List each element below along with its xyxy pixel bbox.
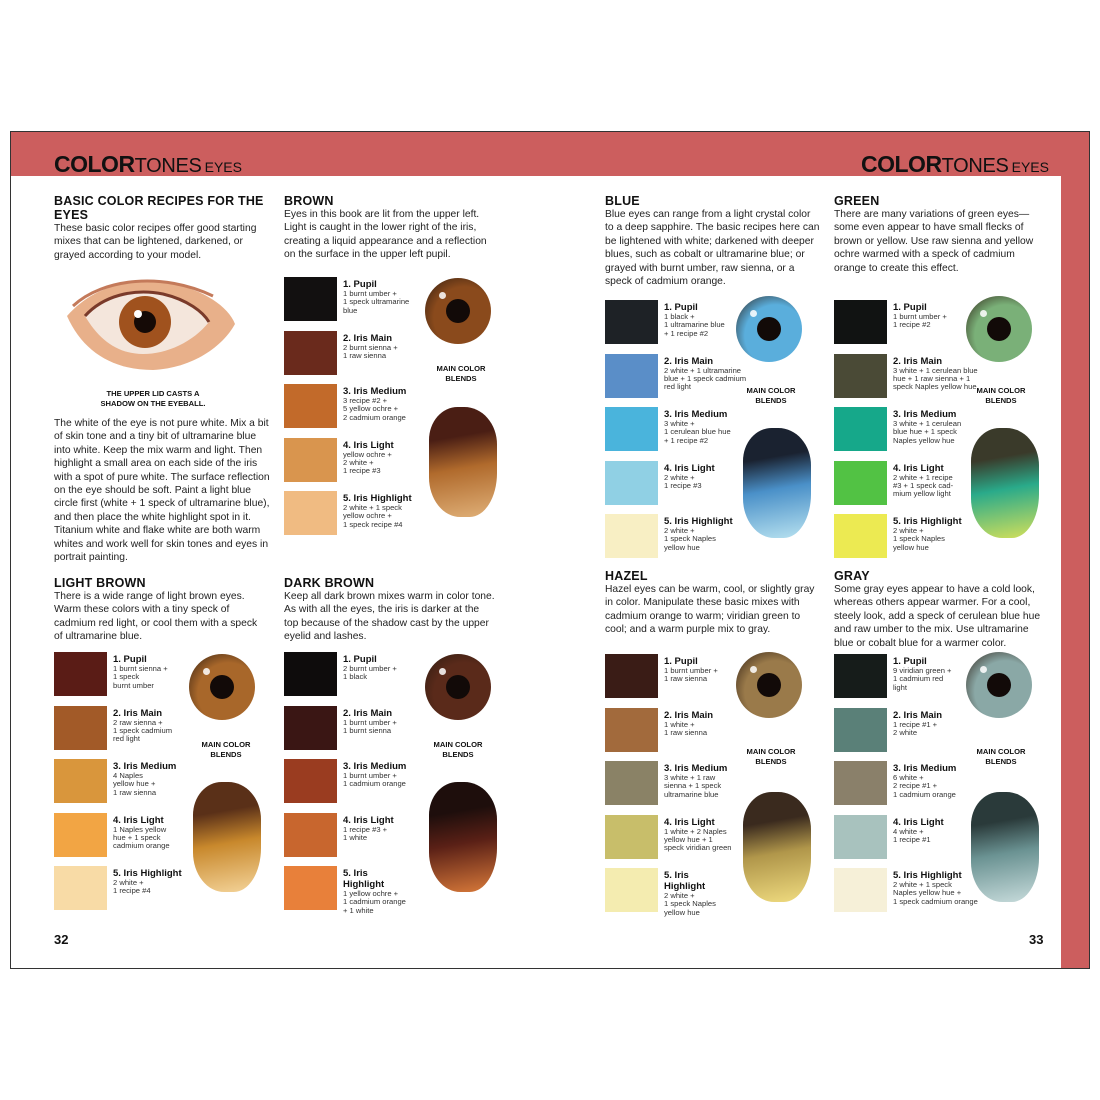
gray-recipe-label <box>893 710 988 738</box>
brown-recipe-label <box>343 333 438 361</box>
green-color-swatch <box>834 300 887 344</box>
recipe-mix: 2 white + 1 speck Naples yellow hue <box>664 891 716 917</box>
recipe-mix: 3 white + 1 cerulean blue hue + 1 speck Naples yellow hue <box>893 419 962 445</box>
recipe-mix: 2 raw sienna + 1 speck cadmium red light <box>113 717 173 744</box>
gray-paint-blend <box>971 792 1039 902</box>
gray-main-blends-label: MAIN COLOR BLENDS <box>976 747 1026 766</box>
recipe-title: 3. Iris Medium <box>343 386 407 397</box>
recipe-mix: 1 black + 1 ultramarine blue + 1 recipe #2 <box>664 312 725 338</box>
recipe-title: 5. Iris Highlight <box>113 868 182 879</box>
green-main-blends-label: MAIN COLOR BLENDS <box>976 386 1026 405</box>
brown-main-blends-label: MAIN COLOR BLENDS <box>436 364 486 383</box>
recipe-title: 4. Iris Light <box>343 814 394 826</box>
hazel-color-swatch <box>605 654 658 698</box>
gray-color-swatch <box>834 868 887 912</box>
gray-color-swatch <box>834 761 887 805</box>
recipe-mix: 1 Naples yellow hue + 1 speck cadmium orange <box>113 824 170 851</box>
dark-brown-paint-blend <box>429 782 497 892</box>
recipe-title: 1. Pupil <box>113 654 147 665</box>
recipe-title: 4. Iris Light <box>664 816 715 828</box>
recipe-mix: 1 recipe #1 + 2 white <box>893 719 938 737</box>
recipe-mix: 1 burnt sienna + 1 speck burnt umber <box>113 664 168 690</box>
book-spread <box>10 131 1090 969</box>
hazel-recipe-label <box>664 710 759 738</box>
recipe-title: 5. Iris Highlight <box>343 493 412 504</box>
hazel-description: Hazel eyes can be warm, cool, or slightly gray in color. Manipulate these basic mixes with cadmium orange to warm; viridian green to cool; and a warm purple mix to gray. <box>605 584 815 636</box>
eye-highlight <box>439 668 446 675</box>
recipe-title: 5. Iris Highlight <box>893 870 962 881</box>
recipe-mix: 1 white + 1 raw sienna <box>664 719 708 737</box>
blue-eye-sample <box>736 296 802 362</box>
light-brown-color-swatch <box>54 866 107 910</box>
recipe-mix: 2 white + 1 speck yellow ochre + 1 speck recipe #4 <box>343 503 403 529</box>
eye-illustration <box>63 276 238 372</box>
recipe-mix: 1 burnt umber + 1 burnt sienna <box>343 717 397 735</box>
recipe-title: 1. Pupil <box>893 302 927 313</box>
green-recipe-label <box>893 516 988 552</box>
green-heading: GREEN <box>834 194 880 208</box>
green-section <box>834 194 1049 275</box>
eye-highlight <box>439 292 446 299</box>
green-paint-blend <box>971 428 1039 538</box>
pupil <box>446 675 470 699</box>
light-brown-color-swatch <box>54 652 107 696</box>
light-brown-heading: LIGHT BROWN <box>54 576 146 590</box>
basic-recipes-section <box>54 194 264 262</box>
recipe-title: 4. Iris Light <box>893 816 944 828</box>
eye-highlight <box>750 310 757 317</box>
recipe-title: 1. Pupil <box>343 279 377 290</box>
page-number-right: 33 <box>1029 932 1044 947</box>
basic-recipes-intro: These basic color recipes offer good starting mixes that can be lightened, darkened, or grayed according to your model. <box>54 223 257 261</box>
dark-brown-section <box>284 576 496 644</box>
blue-paint-blend <box>743 428 811 538</box>
blue-recipe-label <box>664 516 759 552</box>
eye-caption: THE UPPER LID CASTS A SHADOW ON THE EYEBALL. <box>100 389 206 408</box>
hazel-paint-blend <box>743 792 811 902</box>
hazel-color-swatch <box>605 815 658 859</box>
recipe-mix: 3 white + 1 cerulean blue hue + 1 raw sienna + 1 speck Naples yellow hue <box>893 365 978 392</box>
recipe-mix: 1 burnt umber + 1 cadmium orange <box>343 771 406 789</box>
recipe-mix: 2 white + 1 speck Naples yellow hue <box>664 526 716 552</box>
light-brown-color-swatch <box>54 813 107 857</box>
recipe-mix: yellow ochre + 2 white + 1 recipe #3 <box>343 449 392 476</box>
recipe-mix: 1 burnt umber + 1 speck ultramarine blue <box>343 289 410 315</box>
light-brown-recipe-label <box>113 761 208 797</box>
gray-description: Some gray eyes appear to have a cold look, whereas others appear warmer. For a cool, steely look, add a speck of cerulean blue hue and raw umber to the mix. Use ultramarine blue or cobalt blue for a warmer color. <box>834 584 1041 649</box>
light-brown-recipe-label <box>113 868 208 896</box>
hazel-color-swatch <box>605 868 658 912</box>
gray-color-swatch <box>834 708 887 752</box>
brown-description: Eyes in this book are lit from the upper left. Light is caught in the lower right of the iris, creating a liquid appearance and a reflection on the surface in the upper left pupil. <box>284 209 487 261</box>
recipe-mix: 1 burnt umber + 1 recipe #2 <box>893 312 947 330</box>
recipe-title: 2. Iris Main <box>893 355 943 367</box>
hazel-color-swatch <box>605 761 658 805</box>
gray-section <box>834 569 1049 650</box>
recipe-mix: 4 white + 1 recipe #1 <box>893 826 931 844</box>
pupil <box>210 675 234 699</box>
recipe-title: 2. Iris Main <box>343 332 393 344</box>
blue-color-swatch <box>605 300 658 344</box>
light-brown-color-swatch <box>54 759 107 803</box>
recipe-title: 3. Iris Medium <box>893 409 957 420</box>
brown-color-swatch <box>284 277 337 321</box>
gray-recipe-label <box>893 763 988 799</box>
blue-description: Blue eyes can range from a light crystal color to a deep sapphire. The basic recipes here can be lightened with white; darkened with deeper blues, such as cobalt or ultramarine blue; or grayed with burnt umber, raw sienna, or a speck of cadmium orange. <box>605 209 820 288</box>
recipe-mix: 3 recipe #2 + 5 yellow ochre + 2 cadmium orange <box>343 396 406 422</box>
brown-color-swatch <box>284 384 337 428</box>
brown-section <box>284 194 496 262</box>
recipe-title: 2. Iris Main <box>664 355 714 367</box>
dark-brown-recipe-label <box>343 868 438 915</box>
light-brown-eye-sample <box>189 654 255 720</box>
dark-brown-color-swatch <box>284 759 337 803</box>
light-brown-recipe-label <box>113 708 208 744</box>
dark-brown-heading: DARK BROWN <box>284 576 375 590</box>
hazel-section <box>605 569 820 637</box>
light-brown-paint-blend <box>193 782 261 892</box>
recipe-mix: 2 white + 1 speck Naples yellow hue <box>893 526 945 552</box>
page-title-right: COLORTONES EYES <box>861 151 1049 177</box>
green-color-swatch <box>834 354 887 398</box>
page-title-left: COLORTONES EYES <box>54 151 242 177</box>
blue-heading: BLUE <box>605 194 640 208</box>
eye-highlight <box>750 666 757 673</box>
gray-color-swatch <box>834 654 887 698</box>
pupil <box>757 673 781 697</box>
green-color-swatch <box>834 407 887 451</box>
recipe-mix: 1 white + 2 Naples yellow hue + 1 speck viridian green <box>664 826 732 853</box>
light-brown-section <box>54 576 259 644</box>
dark-brown-color-swatch <box>284 706 337 750</box>
recipe-mix: 2 white + 1 ultramarine blue + 1 speck cadmium red light <box>664 365 747 392</box>
green-color-swatch <box>834 514 887 558</box>
blue-main-blends-label: MAIN COLOR BLENDS <box>746 386 796 405</box>
recipe-mix: 6 white + 2 recipe #1 + 1 cadmium orange <box>893 773 956 799</box>
recipe-title: 1. Pupil <box>343 654 377 665</box>
brown-color-swatch <box>284 438 337 482</box>
brown-recipe-label <box>343 440 438 476</box>
brown-paint-blend <box>429 407 497 517</box>
green-eye-sample <box>966 296 1032 362</box>
right-sidebar-band <box>1057 132 1089 968</box>
brown-eye-sample <box>425 278 491 344</box>
recipe-title: 3. Iris Medium <box>893 763 957 774</box>
recipe-mix: 2 white + 1 recipe #3 + 1 speck cad- mium yellow light <box>893 472 954 499</box>
brown-recipe-label <box>343 279 438 315</box>
light-brown-color-swatch <box>54 706 107 750</box>
dark-brown-color-swatch <box>284 866 337 910</box>
recipe-title: 3. Iris Medium <box>664 763 728 774</box>
pupil <box>446 299 470 323</box>
eye-highlight <box>980 310 987 317</box>
dark-brown-recipe-label <box>343 708 438 736</box>
recipe-title: 4. Iris Light <box>343 439 394 451</box>
pupil <box>987 673 1011 697</box>
page-number-left: 32 <box>54 932 69 947</box>
recipe-mix: 2 white + 1 speck Naples yellow hue + 1 speck cadmium orange <box>893 880 978 906</box>
green-description: There are many variations of green eyes—some even appear to have small flecks of brown or yellow. Use raw sienna and yellow ochre warmed with a speck of cadmium orange to create this effect. <box>834 209 1034 274</box>
recipe-title: 1. Pupil <box>893 656 927 667</box>
blue-section <box>605 194 820 288</box>
blue-color-swatch <box>605 514 658 558</box>
recipe-title: 3. Iris Medium <box>343 761 407 772</box>
eye-white-body: The white of the eye is not pure white. Mix a bit of skin tone and a tiny bit of ultramarine blue into white. Keep the mix warm and light. Then highlight a small area on each side of the iris with a spot of pure white. The surface reflection on the eye should be soft. Paint a light blue circle first (white + 1 speck of ultramarine blue), and then place the white highlight spot in it. Titanium white and flake white are both warm whites and work well for skin tones and eyes in portrait painting. <box>54 418 270 564</box>
hazel-main-blends-label: MAIN COLOR BLENDS <box>746 747 796 766</box>
recipe-title: 5. Iris Highlight <box>664 870 706 892</box>
recipe-title: 5. Iris Highlight <box>343 868 385 890</box>
recipe-title: 2. Iris Main <box>664 709 714 721</box>
recipe-mix: 1 burnt umber + 1 raw sienna <box>664 666 718 684</box>
brown-color-swatch <box>284 331 337 375</box>
hazel-eye-sample <box>736 652 802 718</box>
dark-brown-main-blends-label: MAIN COLOR BLENDS <box>433 740 483 759</box>
hazel-recipe-label <box>664 763 759 799</box>
light-brown-main-blends-label: MAIN COLOR BLENDS <box>201 740 251 759</box>
hazel-heading: HAZEL <box>605 569 648 583</box>
recipe-mix: 2 white + 1 recipe #4 <box>113 878 151 896</box>
brown-recipe-label <box>343 493 438 529</box>
recipe-title: 4. Iris Light <box>664 462 715 474</box>
pupil <box>757 317 781 341</box>
recipe-title: 2. Iris Main <box>113 707 163 719</box>
recipe-mix: 9 viridian green + 1 cadmium red light <box>893 666 952 692</box>
gray-heading: GRAY <box>834 569 870 583</box>
recipe-mix: 1 yellow ochre + 1 cadmium orange + 1 white <box>343 889 406 915</box>
recipe-title: 2. Iris Main <box>893 709 943 721</box>
dark-brown-recipe-label <box>343 815 438 843</box>
blue-recipe-label <box>664 409 759 445</box>
brown-recipe-label <box>343 386 438 422</box>
recipe-title: 4. Iris Light <box>893 462 944 474</box>
dark-brown-recipe-label <box>343 654 438 682</box>
green-recipe-label <box>893 409 988 445</box>
dark-brown-recipe-label <box>343 761 438 789</box>
dark-brown-color-swatch <box>284 652 337 696</box>
recipe-mix: 1 recipe #3 + 1 white <box>343 824 388 842</box>
blue-color-swatch <box>605 354 658 398</box>
dark-brown-color-swatch <box>284 813 337 857</box>
gray-eye-sample <box>966 652 1032 718</box>
recipe-title: 3. Iris Medium <box>113 761 177 772</box>
blue-color-swatch <box>605 461 658 505</box>
recipe-title: 2. Iris Main <box>343 707 393 719</box>
dark-brown-eye-sample <box>425 654 491 720</box>
recipe-title: 3. Iris Medium <box>664 409 728 420</box>
recipe-mix: 4 Naples yellow hue + 1 raw sienna <box>113 771 157 797</box>
hazel-color-swatch <box>605 708 658 752</box>
dark-brown-description: Keep all dark brown mixes warm in color tone. As with all the eyes, the iris is darker at the top because of the shadow cast by the upper eyelid and lashes. <box>284 591 495 643</box>
eye-highlight <box>203 668 210 675</box>
light-brown-description: There is a wide range of light brown eyes. Warm these colors with a tiny speck of cadmium red light, or cool them with a speck of ultramarine blue. <box>54 591 258 643</box>
recipe-mix: 2 white + 1 recipe #3 <box>664 472 702 490</box>
gray-color-swatch <box>834 815 887 859</box>
blue-color-swatch <box>605 407 658 451</box>
eye-white-text <box>54 417 270 564</box>
eye-highlight <box>980 666 987 673</box>
brown-heading: BROWN <box>284 194 334 208</box>
recipe-mix: 2 burnt umber + 1 black <box>343 664 397 682</box>
recipe-mix: 3 white + 1 cerulean blue hue + 1 recipe #2 <box>664 419 731 445</box>
green-color-swatch <box>834 461 887 505</box>
recipe-title: 4. Iris Light <box>113 814 164 826</box>
brown-color-swatch <box>284 491 337 535</box>
recipe-mix: 2 burnt sienna + 1 raw sienna <box>343 342 398 360</box>
recipe-title: 1. Pupil <box>664 302 698 313</box>
recipe-title: 1. Pupil <box>664 656 698 667</box>
pupil <box>987 317 1011 341</box>
recipe-title: 5. Iris Highlight <box>893 516 962 527</box>
recipe-mix: 3 white + 1 raw sienna + 1 speck ultramarine blue <box>664 773 722 799</box>
recipe-title: 5. Iris Highlight <box>664 516 733 527</box>
basic-recipes-heading: BASIC COLOR RECIPES FOR THE EYES <box>54 194 264 222</box>
